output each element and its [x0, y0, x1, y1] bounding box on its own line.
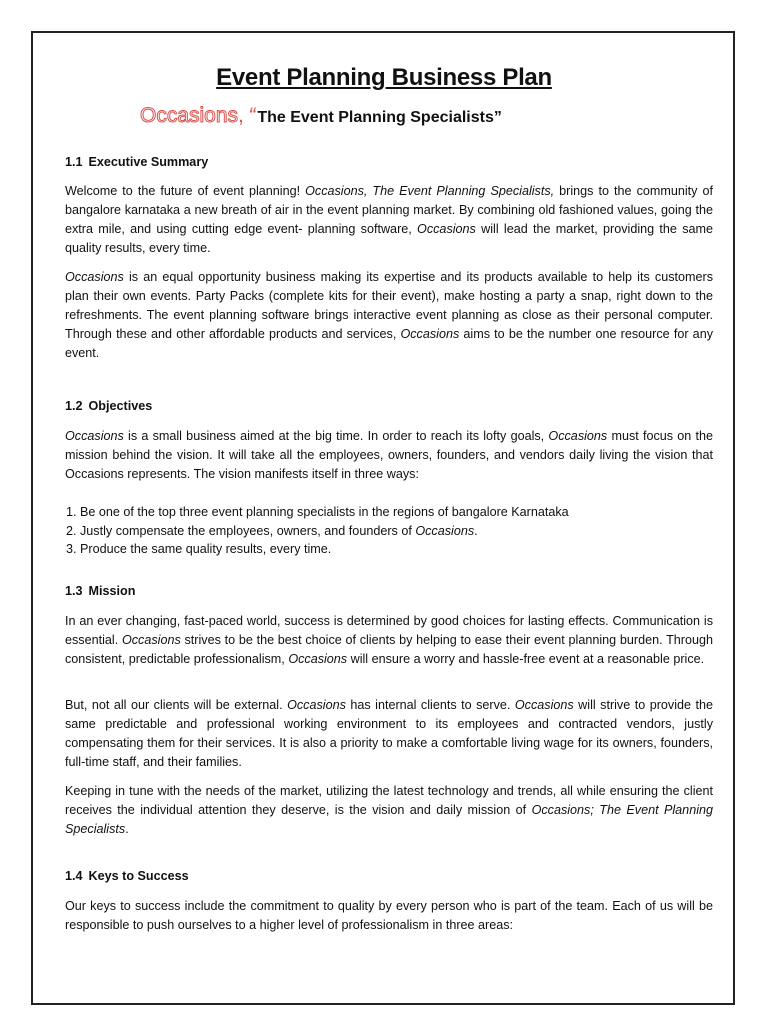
section-title: Mission [88, 584, 136, 598]
section-title: Keys to Success [88, 869, 189, 883]
subtitle-open-quote: “ [248, 104, 256, 127]
objectives-list [0, 503, 740, 559]
text-run: will strive to provide the same predictable and professional working environment to its employees and contracted vendors, justly compensating them for their services. It is also a priority to make a comfortable living wage for its owners, founders, full-time staff, and their families. [65, 698, 713, 769]
executive-summary-paragraph-2 [65, 268, 713, 363]
subtitle-separator: , [238, 104, 244, 127]
section-heading-objectives [65, 399, 152, 413]
text-run: will lead the market, providing the same quality results, every time. [65, 222, 713, 255]
text-run: Be one of the top three event planning specialists in the regions of bangalore Karnataka [80, 505, 569, 519]
section-number: 1.4 [65, 869, 83, 883]
text-run: has internal clients to serve. [350, 698, 511, 712]
section-title: Objectives [88, 399, 153, 413]
text-run: . [125, 822, 129, 836]
list-item [80, 503, 740, 522]
document-subtitle [140, 104, 502, 128]
italic-run: Occasions [415, 523, 475, 538]
section-heading-keys-to-success [65, 869, 189, 883]
section-number: 1.2 [65, 399, 83, 413]
list-item [80, 540, 740, 559]
mission-paragraph-2 [65, 696, 713, 772]
objectives-paragraph [65, 427, 713, 484]
section-heading-executive-summary [65, 155, 208, 169]
text-run: But, not all our clients will be external. [65, 698, 283, 712]
italic-run: Occasions [121, 633, 181, 647]
text-run: is an equal opportunity business making its expertise and its products available to help its customers plan their own events. Party Packs (complete kits for their event), make hosting a party a snap, right down to the refreshments. The event planning software brings interactive event planning as close as their personal computer. Through these and other affordable products and services, [65, 270, 714, 341]
italic-run: Occasions, The Event Planning Specialists, [305, 184, 555, 198]
text-run: Justly compensate the employees, owners, and founders of [80, 523, 412, 538]
italic-run: Occasions [65, 270, 124, 284]
text-run: Keeping in tune with the needs of the market, utilizing the latest technology and trends, all while ensuring the client receives the individual attention they deserve, is the vision and daily mission of [65, 784, 713, 817]
document-title: Event Planning Business Plan [216, 64, 552, 91]
text-run: Welcome to the future of event planning! [65, 184, 301, 198]
section-number: 1.1 [65, 155, 83, 169]
text-run: Our keys to success include the commitment to quality by every person who is part of the team. Each of us will be responsible to push ourselves to a higher level of professionalism in three areas: [65, 899, 713, 932]
italic-run: Occasions [400, 327, 460, 341]
mission-paragraph-3 [65, 782, 713, 839]
italic-run: Occasions [65, 429, 124, 443]
italic-run: Occasions [514, 698, 574, 712]
subtitle-text: The Event Planning Specialists” [257, 109, 502, 126]
italic-run: Occasions; The Event Planning Specialists [65, 803, 713, 836]
text-run: In an ever changing, fast-paced world, success is determined by good choices for lasting effects. Communication is essential. [65, 614, 713, 647]
list-item [80, 522, 740, 541]
mission-paragraph-1 [65, 612, 713, 669]
text-run: brings to the community of bangalore karnataka a new breath of air in the event planning market. By combining old fashioned values, going the extra mile, and using cutting edge event- planning software, [65, 184, 713, 236]
executive-summary-paragraph-1 [65, 182, 713, 258]
text-run: must focus on the mission behind the vision. It will take all the employees, owners, founders, and vendors daily living the vision that Occasions represents. The vision manifests itself in three ways: [65, 429, 714, 481]
text-run: is a small business aimed at the big time. In order to reach its lofty goals, [128, 429, 545, 443]
keys-paragraph [65, 897, 713, 935]
italic-run: Occasions [287, 698, 346, 712]
text-run: strives to be the best choice of clients by helping to ease their event planning burden. Through consistent, predictable professionalism, [65, 633, 714, 666]
brand-wordmark: Occasions [140, 104, 239, 127]
italic-run: Occasions [288, 652, 348, 666]
text-run: aims to be the number one resource for any event. [65, 327, 713, 360]
text-run: . [474, 523, 478, 538]
section-heading-mission [65, 584, 135, 598]
italic-run: Occasions [417, 222, 476, 236]
italic-run: Occasions [548, 429, 608, 443]
section-number: 1.3 [65, 584, 83, 598]
text-run: will ensure a worry and hassle-free event at a reasonable price. [350, 652, 705, 666]
text-run: Produce the same quality results, every time. [80, 542, 332, 556]
section-title: Executive Summary [88, 155, 209, 169]
